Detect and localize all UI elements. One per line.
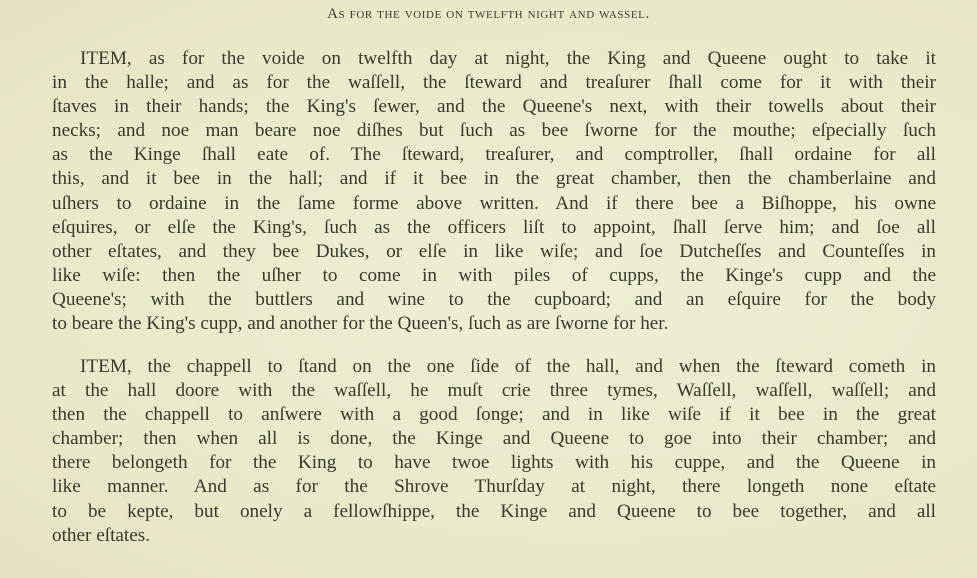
paragraph-item-chappell (52, 355, 936, 548)
text-line: other eſtates. (52, 524, 151, 546)
text-line: ITEM, as for the voide on twelfth day at night, the King and Queene ought to take it (80, 48, 936, 69)
text-line: to be kepte, but onely a fellowſhippe, the Kinge and Queene to bee together, and all (52, 500, 936, 522)
paragraph-item-voide (52, 47, 936, 336)
text-line: ſtaves in their hands; the King's ſewer, and the Queene's next, with their towells about their (52, 96, 936, 118)
text-line: ITEM, the chappell to ſtand on the one ſide of the hall, and when the ſteward cometh in (80, 356, 936, 377)
text-line: Queene's; with the buttlers and wine to the cupboard; and an eſquire for the body (52, 288, 936, 310)
text-line: as the Kinge ſhall eate of. The ſteward, treaſurer, and comptroller, ſhall ordaine for all (52, 144, 936, 166)
text-line: uſhers to ordaine in the ſame forme above written. And if there bee a Biſhoppe, his owne (52, 192, 936, 214)
text-line: chamber; then when all is done, the Kinge and Queene to goe into their chamber; and (52, 428, 936, 450)
text-line: at the hall doore with the waſſell, he muſt crie three tymes, Waſſell, waſſell, waſſell; and (52, 380, 936, 402)
section-heading: As for the voide on twelfth night and wassel. (327, 6, 650, 22)
text-line: like wiſe: then the uſher to come in with piles of cupps, the Kinge's cupp and the (52, 264, 936, 286)
text-line: necks; and noe man beare noe diſhes but ſuch as bee ſworne for the mouthe; eſpecially ſuch (52, 120, 936, 142)
text-line: to beare the King's cupp, and another for the Queen's, ſuch as are ſworne for her. (52, 313, 669, 335)
text-line: then the chappell to anſwere with a good ſonge; and in like wiſe if it bee in the great (52, 404, 936, 426)
text-line: eſquires, or elſe the King's, ſuch as the officers liſt to appoint, ſhall ſerve him; and ſoe all (52, 216, 936, 238)
text-line: there belongeth for the King to have twoe lights with his cuppe, and the Queene in (52, 452, 936, 474)
text-line: this, and it bee in the hall; and if it bee in the great chamber, then the chamberlaine and (52, 168, 936, 190)
text-line: like manner. And as for the Shrove Thurſday at night, there longeth none eſtate (52, 476, 936, 498)
text-line: other eſtates, and they bee Dukes, or elſe in like wiſe; and ſoe Dutcheſſes and Counteſſes in (52, 240, 936, 262)
text-line: in the halle; and as for the waſſell, the ſteward and treaſurer ſhall come for it with their (52, 72, 936, 94)
